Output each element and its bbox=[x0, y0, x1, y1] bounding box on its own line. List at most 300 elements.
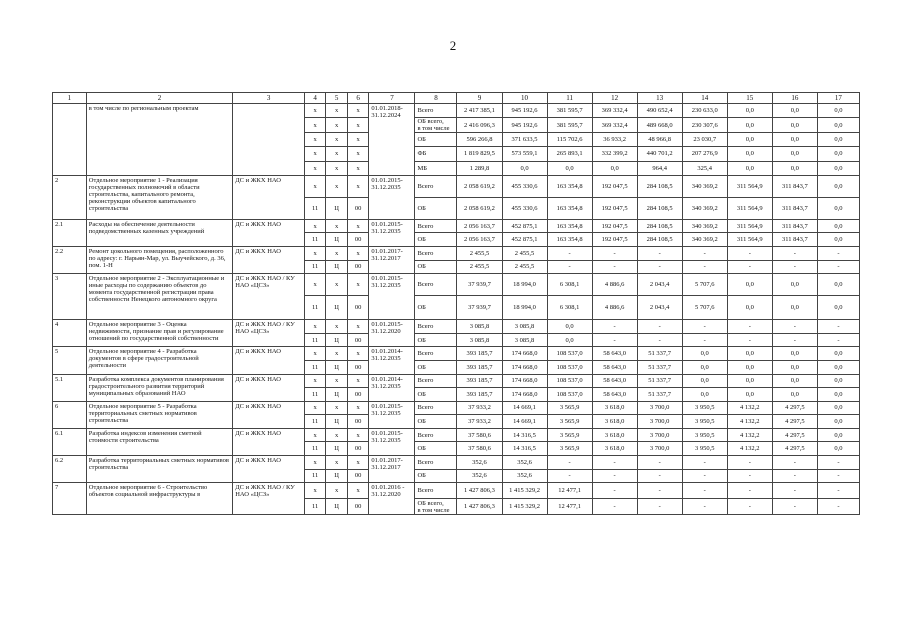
value-cell: 37 939,7 bbox=[457, 296, 502, 320]
value-cell: 3 565,9 bbox=[547, 401, 592, 415]
value-cell: 163 354,8 bbox=[547, 219, 592, 233]
funding-source: Всего bbox=[415, 246, 457, 260]
value-cell: 0,0 bbox=[682, 347, 727, 361]
row-number: 6.1 bbox=[53, 428, 87, 455]
value-cell: 3 700,0 bbox=[637, 415, 682, 429]
value-cell: 3 085,8 bbox=[457, 320, 502, 334]
value-cell: 230 307,6 bbox=[682, 118, 727, 133]
code-cell: 00 bbox=[347, 388, 369, 402]
value-cell: 3 565,9 bbox=[547, 442, 592, 456]
value-cell: 36 933,2 bbox=[592, 133, 637, 147]
value-cell: 12 477,1 bbox=[547, 499, 592, 515]
value-cell: - bbox=[637, 333, 682, 347]
value-cell: 452 875,1 bbox=[502, 219, 547, 233]
funding-source: МБ bbox=[415, 161, 457, 175]
value-cell: 14 316,5 bbox=[502, 442, 547, 456]
value-cell: - bbox=[817, 483, 859, 499]
code-cell: х bbox=[304, 118, 326, 133]
value-cell: - bbox=[592, 260, 637, 274]
table-row bbox=[53, 456, 860, 470]
value-cell: 573 559,1 bbox=[502, 147, 547, 161]
value-cell: 3 565,9 bbox=[547, 415, 592, 429]
value-cell: 37 580,6 bbox=[457, 428, 502, 442]
value-cell: - bbox=[772, 320, 817, 334]
value-cell: - bbox=[637, 456, 682, 470]
value-cell: 3 085,8 bbox=[502, 320, 547, 334]
value-cell: - bbox=[772, 260, 817, 274]
code-cell: х bbox=[347, 246, 369, 260]
funding-source: ОБ bbox=[415, 197, 457, 219]
value-cell: 3 565,9 bbox=[547, 428, 592, 442]
code-cell: Ц bbox=[326, 415, 348, 429]
value-cell: 37 939,7 bbox=[457, 274, 502, 296]
value-cell: - bbox=[682, 499, 727, 515]
code-cell: х bbox=[347, 483, 369, 499]
value-cell: 192 047,5 bbox=[592, 219, 637, 233]
value-cell: 2 416 096,3 bbox=[457, 118, 502, 133]
funding-source: ОБ bbox=[415, 333, 457, 347]
value-cell: 371 633,5 bbox=[502, 133, 547, 147]
value-cell: 369 332,4 bbox=[592, 104, 637, 118]
row-number: 5 bbox=[53, 347, 87, 374]
value-cell: 3 700,0 bbox=[637, 442, 682, 456]
value-cell: 0,0 bbox=[817, 147, 859, 161]
value-cell: 0,0 bbox=[772, 118, 817, 133]
code-cell: 00 bbox=[347, 333, 369, 347]
code-cell: х bbox=[347, 219, 369, 233]
value-cell: - bbox=[727, 456, 772, 470]
code-cell: х bbox=[304, 274, 326, 296]
header-cell-16: 16 bbox=[772, 93, 817, 104]
row-number: 2.2 bbox=[53, 246, 87, 273]
value-cell: 0,0 bbox=[817, 197, 859, 219]
code-cell: 00 bbox=[347, 233, 369, 247]
code-cell: х bbox=[304, 483, 326, 499]
code-cell: Ц bbox=[326, 233, 348, 247]
value-cell: - bbox=[772, 499, 817, 515]
value-cell: - bbox=[682, 333, 727, 347]
code-cell: 11 bbox=[304, 233, 326, 247]
code-cell: х bbox=[326, 483, 348, 499]
value-cell: 455 330,6 bbox=[502, 175, 547, 197]
value-cell: 4 297,5 bbox=[772, 428, 817, 442]
funding-source: ОБ bbox=[415, 233, 457, 247]
value-cell: 0,0 bbox=[727, 161, 772, 175]
value-cell: 0,0 bbox=[502, 161, 547, 175]
value-cell: 1 289,8 bbox=[457, 161, 502, 175]
value-cell: - bbox=[727, 499, 772, 515]
code-cell: х bbox=[326, 274, 348, 296]
header-cell-2: 2 bbox=[86, 93, 232, 104]
responsible-executor: ДС и ЖКХ НАО bbox=[233, 401, 305, 428]
period-cell: 01.01.2015- 31.12.2020 bbox=[369, 320, 415, 347]
value-cell: 311 564,9 bbox=[727, 219, 772, 233]
value-cell: 0,0 bbox=[727, 147, 772, 161]
header-row bbox=[53, 93, 860, 104]
value-cell: 0,0 bbox=[817, 347, 859, 361]
value-cell: 0,0 bbox=[772, 104, 817, 118]
value-cell: 192 047,5 bbox=[592, 197, 637, 219]
funding-source: ФБ bbox=[415, 147, 457, 161]
value-cell: 381 595,7 bbox=[547, 104, 592, 118]
value-cell: - bbox=[637, 260, 682, 274]
value-cell: 3 700,0 bbox=[637, 428, 682, 442]
code-cell: х bbox=[326, 374, 348, 388]
value-cell: 0,0 bbox=[682, 360, 727, 374]
code-cell: х bbox=[347, 401, 369, 415]
value-cell: 2 455,5 bbox=[502, 246, 547, 260]
value-cell: 489 668,0 bbox=[637, 118, 682, 133]
value-cell: 0,0 bbox=[772, 388, 817, 402]
funding-source: Всего bbox=[415, 219, 457, 233]
value-cell: 455 330,6 bbox=[502, 197, 547, 219]
value-cell: 108 537,0 bbox=[547, 374, 592, 388]
value-cell: - bbox=[772, 469, 817, 483]
value-cell: 174 668,0 bbox=[502, 388, 547, 402]
value-cell: 115 702,6 bbox=[547, 133, 592, 147]
responsible-executor: ДС и ЖКХ НАО / КУ НАО «ЦСЗ» bbox=[233, 320, 305, 347]
measure-name: Отдельное мероприятие 3 - Оценка недвижимости, признание прав и регулирование отношений по государственной собственности bbox=[86, 320, 232, 347]
value-cell: 18 994,0 bbox=[502, 274, 547, 296]
code-cell: 11 bbox=[304, 415, 326, 429]
measure-name: Разработка индексов изменения сметной стоимости строительства bbox=[86, 428, 232, 455]
code-cell: х bbox=[304, 347, 326, 361]
value-cell: 58 643,0 bbox=[592, 374, 637, 388]
value-cell: 284 108,5 bbox=[637, 233, 682, 247]
value-cell: 284 108,5 bbox=[637, 219, 682, 233]
value-cell: 945 192,6 bbox=[502, 118, 547, 133]
value-cell: - bbox=[592, 333, 637, 347]
value-cell: 0,0 bbox=[817, 175, 859, 197]
value-cell: 163 354,8 bbox=[547, 197, 592, 219]
value-cell: 0,0 bbox=[772, 360, 817, 374]
table-row bbox=[53, 483, 860, 499]
code-cell: 11 bbox=[304, 296, 326, 320]
value-cell: 0,0 bbox=[547, 333, 592, 347]
value-cell: 174 668,0 bbox=[502, 360, 547, 374]
value-cell: 0,0 bbox=[817, 415, 859, 429]
period-cell: 01.01.2017- 31.12.2017 bbox=[369, 456, 415, 483]
value-cell: - bbox=[682, 456, 727, 470]
value-cell: 58 643,0 bbox=[592, 388, 637, 402]
value-cell: 2 043,4 bbox=[637, 274, 682, 296]
period-cell: 01.01.2015- 31.12.2035 bbox=[369, 428, 415, 455]
header-cell-6: 6 bbox=[347, 93, 369, 104]
page-number: 2 bbox=[449, 38, 457, 53]
row-number: 6.2 bbox=[53, 456, 87, 483]
responsible-executor: ДС и ЖКХ НАО / КУ НАО «ЦСЗ» bbox=[233, 483, 305, 515]
header-cell-5: 5 bbox=[326, 93, 348, 104]
value-cell: 0,0 bbox=[727, 374, 772, 388]
value-cell: - bbox=[592, 499, 637, 515]
value-cell: 4 886,6 bbox=[592, 274, 637, 296]
row-number: 3 bbox=[53, 274, 87, 320]
value-cell: 311 564,9 bbox=[727, 233, 772, 247]
code-cell: х bbox=[326, 347, 348, 361]
code-cell: х bbox=[326, 104, 348, 118]
value-cell: 23 030,7 bbox=[682, 133, 727, 147]
period-cell: 01.01.2016 - 31.12.2020 bbox=[369, 483, 415, 515]
value-cell: 0,0 bbox=[547, 320, 592, 334]
value-cell: 0,0 bbox=[727, 118, 772, 133]
value-cell: 2 455,5 bbox=[457, 260, 502, 274]
value-cell: 0,0 bbox=[772, 296, 817, 320]
value-cell: 163 354,8 bbox=[547, 233, 592, 247]
value-cell: 352,6 bbox=[502, 456, 547, 470]
value-cell: 352,6 bbox=[457, 469, 502, 483]
header-cell-11: 11 bbox=[547, 93, 592, 104]
row-number: 4 bbox=[53, 320, 87, 347]
value-cell: - bbox=[772, 246, 817, 260]
header-cell-13: 13 bbox=[637, 93, 682, 104]
header-cell-7: 7 bbox=[369, 93, 415, 104]
code-cell: х bbox=[347, 428, 369, 442]
code-cell: х bbox=[304, 161, 326, 175]
row-number: 7 bbox=[53, 483, 87, 515]
table-body bbox=[53, 93, 860, 515]
value-cell: 108 537,0 bbox=[547, 347, 592, 361]
responsible-executor: ДС и ЖКХ НАО bbox=[233, 456, 305, 483]
value-cell: - bbox=[637, 246, 682, 260]
value-cell: 265 893,1 bbox=[547, 147, 592, 161]
header-cell-1: 1 bbox=[53, 93, 87, 104]
value-cell: 596 266,8 bbox=[457, 133, 502, 147]
value-cell: 352,6 bbox=[457, 456, 502, 470]
period-cell: 01.01.2015- 31.12.2035 bbox=[369, 274, 415, 320]
value-cell: 0,0 bbox=[817, 133, 859, 147]
period-cell: 01.01.2017- 31.12.2017 bbox=[369, 246, 415, 273]
value-cell: 2 455,5 bbox=[502, 260, 547, 274]
value-cell: - bbox=[727, 469, 772, 483]
value-cell: 2 455,5 bbox=[457, 246, 502, 260]
code-cell: х bbox=[304, 133, 326, 147]
value-cell: 4 132,2 bbox=[727, 428, 772, 442]
value-cell: 3 950,5 bbox=[682, 442, 727, 456]
value-cell: 4 297,5 bbox=[772, 401, 817, 415]
budget-table bbox=[52, 92, 860, 515]
header-cell-12: 12 bbox=[592, 93, 637, 104]
value-cell: 3 950,5 bbox=[682, 428, 727, 442]
code-cell: х bbox=[347, 147, 369, 161]
code-cell: Ц bbox=[326, 442, 348, 456]
code-cell: х bbox=[304, 401, 326, 415]
value-cell: - bbox=[592, 456, 637, 470]
funding-source: ОБ bbox=[415, 260, 457, 274]
funding-source: ОБ bbox=[415, 360, 457, 374]
code-cell: х bbox=[347, 274, 369, 296]
code-cell: Ц bbox=[326, 469, 348, 483]
value-cell: - bbox=[772, 333, 817, 347]
responsible-executor: ДС и ЖКХ НАО bbox=[233, 246, 305, 273]
code-cell: х bbox=[326, 456, 348, 470]
value-cell: 163 354,8 bbox=[547, 175, 592, 197]
value-cell: - bbox=[727, 246, 772, 260]
responsible-executor: ДС и ЖКХ НАО bbox=[233, 374, 305, 401]
responsible-executor: ДС и ЖКХ НАО bbox=[233, 428, 305, 455]
value-cell: 2 417 385,1 bbox=[457, 104, 502, 118]
value-cell: 369 332,4 bbox=[592, 118, 637, 133]
value-cell: 3 085,8 bbox=[502, 333, 547, 347]
code-cell: Ц bbox=[326, 333, 348, 347]
code-cell: х bbox=[304, 104, 326, 118]
funding-source: Всего bbox=[415, 175, 457, 197]
measure-name: Расходы на обеспечение деятельности подведомственных казенных учреждений bbox=[86, 219, 232, 246]
code-cell: 11 bbox=[304, 499, 326, 515]
code-cell: 00 bbox=[347, 442, 369, 456]
code-cell: Ц bbox=[326, 296, 348, 320]
period-cell: 01.01.2018- 31.12.2024 bbox=[369, 104, 415, 176]
value-cell: 332 399,2 bbox=[592, 147, 637, 161]
value-cell: 3 085,8 bbox=[457, 333, 502, 347]
funding-source: Всего bbox=[415, 274, 457, 296]
value-cell: 0,0 bbox=[682, 374, 727, 388]
value-cell: 0,0 bbox=[817, 219, 859, 233]
value-cell: 0,0 bbox=[772, 374, 817, 388]
responsible-executor bbox=[233, 104, 305, 176]
value-cell: - bbox=[682, 483, 727, 499]
code-cell: 11 bbox=[304, 388, 326, 402]
measure-name: Разработка территориальных сметных нормативов строительства bbox=[86, 456, 232, 483]
table-row bbox=[53, 219, 860, 233]
code-cell: х bbox=[347, 133, 369, 147]
value-cell: 325,4 bbox=[682, 161, 727, 175]
value-cell: 0,0 bbox=[547, 161, 592, 175]
value-cell: - bbox=[637, 483, 682, 499]
value-cell: 0,0 bbox=[817, 161, 859, 175]
measure-name: в том числе по региональным проектам bbox=[86, 104, 232, 176]
measure-name: Отдельное мероприятие 4 - Разработка документов в сфере градостроительной деятельности bbox=[86, 347, 232, 374]
value-cell: 5 707,6 bbox=[682, 296, 727, 320]
measure-name: Разработка комплекса документов планирования градостроительного развития территорий муниципальных образований НАО bbox=[86, 374, 232, 401]
header-cell-10: 10 bbox=[502, 93, 547, 104]
measure-name: Отдельное мероприятие 5 - Разработка территориальных сметных нормативов строительства bbox=[86, 401, 232, 428]
funding-source: Всего bbox=[415, 428, 457, 442]
value-cell: - bbox=[817, 320, 859, 334]
code-cell: 00 bbox=[347, 260, 369, 274]
value-cell: 311 564,9 bbox=[727, 175, 772, 197]
value-cell: 1 427 806,3 bbox=[457, 499, 502, 515]
value-cell: 0,0 bbox=[817, 296, 859, 320]
value-cell: - bbox=[682, 469, 727, 483]
code-cell: Ц bbox=[326, 260, 348, 274]
value-cell: - bbox=[772, 483, 817, 499]
value-cell: 58 643,0 bbox=[592, 347, 637, 361]
funding-source: Всего bbox=[415, 456, 457, 470]
period-cell: 01.01.2015- 31.12.2035 bbox=[369, 175, 415, 219]
value-cell: 1 415 329,2 bbox=[502, 483, 547, 499]
code-cell: Ц bbox=[326, 388, 348, 402]
code-cell: х bbox=[304, 456, 326, 470]
row-number: 6 bbox=[53, 401, 87, 428]
value-cell: 51 337,7 bbox=[637, 374, 682, 388]
value-cell: 490 652,4 bbox=[637, 104, 682, 118]
value-cell: 0,0 bbox=[817, 374, 859, 388]
funding-source: Всего bbox=[415, 347, 457, 361]
value-cell: 58 643,0 bbox=[592, 360, 637, 374]
value-cell: 0,0 bbox=[727, 388, 772, 402]
code-cell: х bbox=[304, 320, 326, 334]
value-cell: 37 580,6 bbox=[457, 442, 502, 456]
value-cell: 3 618,0 bbox=[592, 428, 637, 442]
value-cell: 0,0 bbox=[727, 104, 772, 118]
value-cell: - bbox=[817, 246, 859, 260]
funding-source: Всего bbox=[415, 483, 457, 499]
row-number bbox=[53, 104, 87, 176]
code-cell: х bbox=[347, 161, 369, 175]
value-cell: 0,0 bbox=[727, 296, 772, 320]
value-cell: 440 701,2 bbox=[637, 147, 682, 161]
measure-name: Отдельное мероприятие 2 - Эксплуатационные и иные расходы по содержанию объектов до момента государственной регистрации права собственности Ненецкого автономного округа bbox=[86, 274, 232, 320]
value-cell: 6 308,1 bbox=[547, 274, 592, 296]
value-cell: 18 994,0 bbox=[502, 296, 547, 320]
value-cell: 0,0 bbox=[817, 401, 859, 415]
value-cell: - bbox=[592, 483, 637, 499]
value-cell: 311 843,7 bbox=[772, 233, 817, 247]
value-cell: 0,0 bbox=[817, 442, 859, 456]
funding-source: Всего bbox=[415, 104, 457, 118]
value-cell: 48 966,8 bbox=[637, 133, 682, 147]
code-cell: х bbox=[326, 219, 348, 233]
code-cell: х bbox=[347, 118, 369, 133]
header-cell-15: 15 bbox=[727, 93, 772, 104]
value-cell: 4 132,2 bbox=[727, 401, 772, 415]
measure-name: Отдельное мероприятие 1 - Реализация государственных полномочий в области строительства, капитального ремонта, реконструкции объектов капитального строительства bbox=[86, 175, 232, 219]
code-cell: х bbox=[326, 175, 348, 197]
value-cell: 0,0 bbox=[772, 347, 817, 361]
value-cell: 108 537,0 bbox=[547, 388, 592, 402]
period-cell: 01.01.2015- 31.12.2035 bbox=[369, 219, 415, 246]
responsible-executor: ДС и ЖКХ НАО bbox=[233, 219, 305, 246]
code-cell: 11 bbox=[304, 333, 326, 347]
value-cell: 311 564,9 bbox=[727, 197, 772, 219]
value-cell: 1 819 829,5 bbox=[457, 147, 502, 161]
value-cell: 2 056 163,7 bbox=[457, 233, 502, 247]
period-cell: 01.01.2014- 31.12.2035 bbox=[369, 374, 415, 401]
value-cell: 192 047,5 bbox=[592, 175, 637, 197]
value-cell: 452 875,1 bbox=[502, 233, 547, 247]
value-cell: 0,0 bbox=[817, 104, 859, 118]
table-row bbox=[53, 347, 860, 361]
value-cell: - bbox=[817, 260, 859, 274]
code-cell: х bbox=[304, 246, 326, 260]
value-cell: 3 950,5 bbox=[682, 415, 727, 429]
code-cell: х bbox=[326, 246, 348, 260]
value-cell: 0,0 bbox=[682, 388, 727, 402]
value-cell: 0,0 bbox=[817, 388, 859, 402]
value-cell: 340 369,2 bbox=[682, 197, 727, 219]
code-cell: 11 bbox=[304, 442, 326, 456]
value-cell: - bbox=[682, 246, 727, 260]
code-cell: 00 bbox=[347, 469, 369, 483]
code-cell: 11 bbox=[304, 260, 326, 274]
code-cell: х bbox=[304, 147, 326, 161]
value-cell: 340 369,2 bbox=[682, 175, 727, 197]
value-cell: 0,0 bbox=[817, 233, 859, 247]
value-cell: 3 618,0 bbox=[592, 442, 637, 456]
header-cell-3: 3 bbox=[233, 93, 305, 104]
value-cell: 108 537,0 bbox=[547, 360, 592, 374]
value-cell: 2 058 619,2 bbox=[457, 197, 502, 219]
code-cell: 00 bbox=[347, 360, 369, 374]
table-row bbox=[53, 401, 860, 415]
table-row bbox=[53, 274, 860, 296]
code-cell: 11 bbox=[304, 469, 326, 483]
value-cell: 945 192,6 bbox=[502, 104, 547, 118]
value-cell: 3 950,5 bbox=[682, 401, 727, 415]
value-cell: 2 056 163,7 bbox=[457, 219, 502, 233]
value-cell: 37 933,2 bbox=[457, 401, 502, 415]
funding-source: ОБ bbox=[415, 296, 457, 320]
